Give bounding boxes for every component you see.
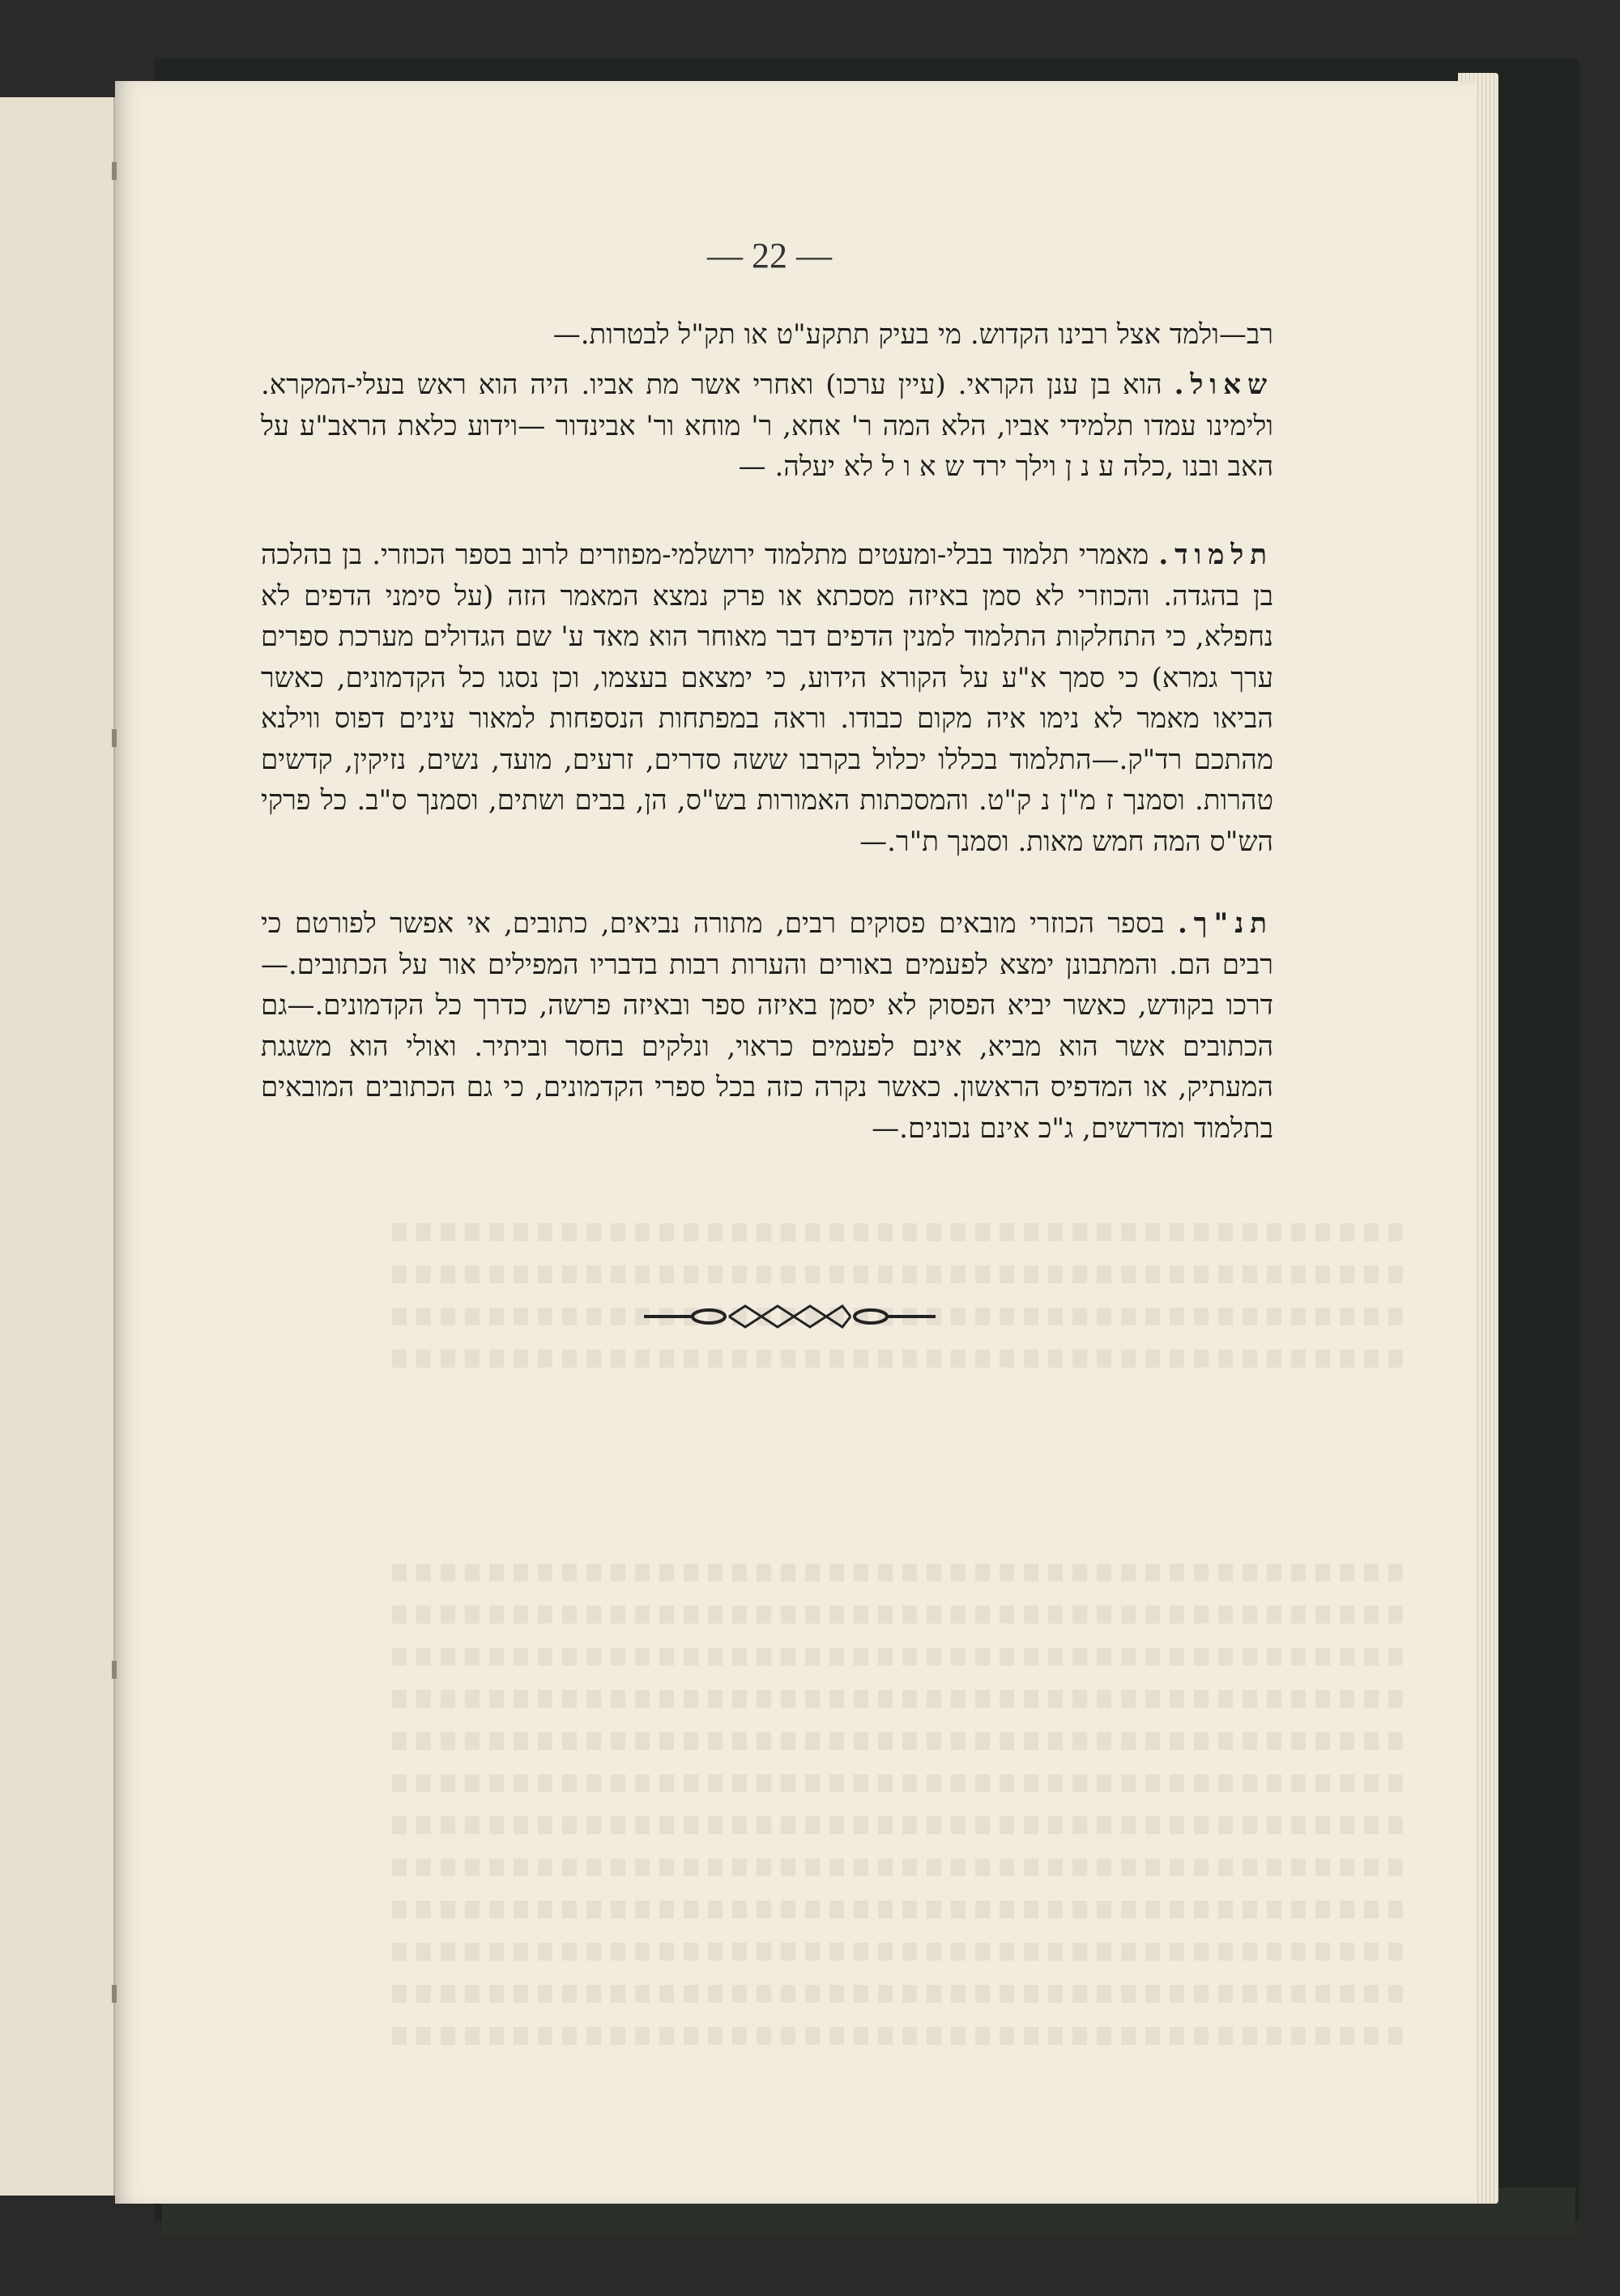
bleed-through-line [382, 1223, 1403, 1241]
paragraph-talmud [261, 535, 1273, 862]
bleed-through-line [382, 1943, 1403, 1961]
paragraph-text: הוא בן ענן הקראי. (עיין ערכו) ואחרי אשר מת אביו. היה הוא ראש בעלי-המקרא. ולימינו עמדו תלמידי אביו, הלא המה ר' אחא, ר' מוחא ור' אבינדור —וידוע כלאת הראב"ע על האב ובנו ,כלה ע נ ן וילך ירד ש א ו ל לא יעלה. — [261, 369, 1273, 483]
bleed-through-line [382, 1859, 1403, 1876]
bleed-through-line [382, 1265, 1403, 1283]
binding-stitch [112, 1661, 117, 1679]
ornament-divider [644, 1296, 936, 1337]
binding-stitch [112, 729, 117, 747]
paragraph-text: רב—ולמד אצל רבינו הקדוש. מי בעיק תתקע"ט או תק"ל לבטרות.— [552, 318, 1273, 351]
ornament-lattice [729, 1306, 850, 1327]
binding-stitch [112, 1985, 117, 2003]
bleed-through-line [382, 1690, 1403, 1708]
previous-page [0, 97, 116, 2196]
binding-stitch [112, 162, 117, 180]
bleed-through-line [382, 1901, 1403, 1918]
bleed-through-line [382, 1648, 1403, 1666]
bleed-through-line [382, 1564, 1403, 1581]
paragraph-text: מאמרי תלמוד בבלי-ומעטים מתלמוד ירושלמי-מפוזרים לרוב בספר הכוזרי. בן בהלכה בן בהגדה. והכוזרי לא סמן באיזה מסכתא או פרק נמצא המאמר הזה (על סימני הדפים לא נחפלא, כי התחלקות התלמוד למנין הדפים דבר מאוחר הוא מאד ע' שם הגדולים מערכת ספרים ערך גמרא) כי סמך א"ע על הקורא הידוע, כי ימצאם בעצמו, וכן נסגו כל הקדמונים, כאשר הביאו מאמר לא נימו איה מקום כבודו. וראה במפתחות הנספחות למאור עינים דפוס ווילנא מהתכם רד"ק.—התלמוד בכללו יכלול בקרבו ששה סדרים, זרעים, מועד, נשים, נזיקין, קדשים טהרות. וסמנך ז מ"ן נ ק"ט. והמסכתות האמורות בש"ס, הן, בבים ושתים, וסמנך ס"ב. כל פרקי הש"ס המה חמש מאות. וסמנך ת"ר.— [261, 539, 1273, 858]
paragraph-text: בספר הכוזרי מובאים פסוקים רבים, מתורה נביאים, כתובים, אי אפשר לפורטם כי רבים הם. והמתבונן ימצא לפעמים באורים והערות רבות בדבריו המפילים אור על הכתובים.—דרכו בקודש, כאשר יביא הפסוק לא יסמן באיזה ספר ובאיזה פרשה, כדרך כל הקדמונים.—גם הכתובים אשר הוא מביא, אינם לפעמים כראוי, ונלקים בחסר וביתיר. ואולי הוא משגגת המעתיק, או המדפיס הראשון. כאשר נקרה כזה בכל ספרי הקדמונים, כי גם הכתובים המובאים בתלמוד ומדרשים, ג"כ אינם נכונים.— [261, 907, 1273, 1145]
page-number: — 22 — [707, 236, 832, 275]
entry-term: תלמוד. [1158, 539, 1273, 571]
bleed-through-line [382, 1816, 1403, 1834]
entry-term: תנ"ך. [1177, 907, 1273, 940]
paragraph-tanakh [261, 903, 1273, 1149]
ornament-loop [855, 1310, 887, 1323]
entry-term: שאול. [1174, 369, 1274, 401]
bleed-through-line [382, 1606, 1403, 1624]
bleed-through-line [382, 1985, 1403, 2003]
bleed-through-line [382, 1732, 1403, 1750]
bleed-through-line [382, 2027, 1403, 2045]
bleed-through-line [382, 1774, 1403, 1792]
ornament-loop [693, 1310, 725, 1323]
paragraph-shaul [261, 365, 1273, 488]
bleed-through-line [382, 1350, 1403, 1368]
paragraph-rav [261, 314, 1273, 356]
